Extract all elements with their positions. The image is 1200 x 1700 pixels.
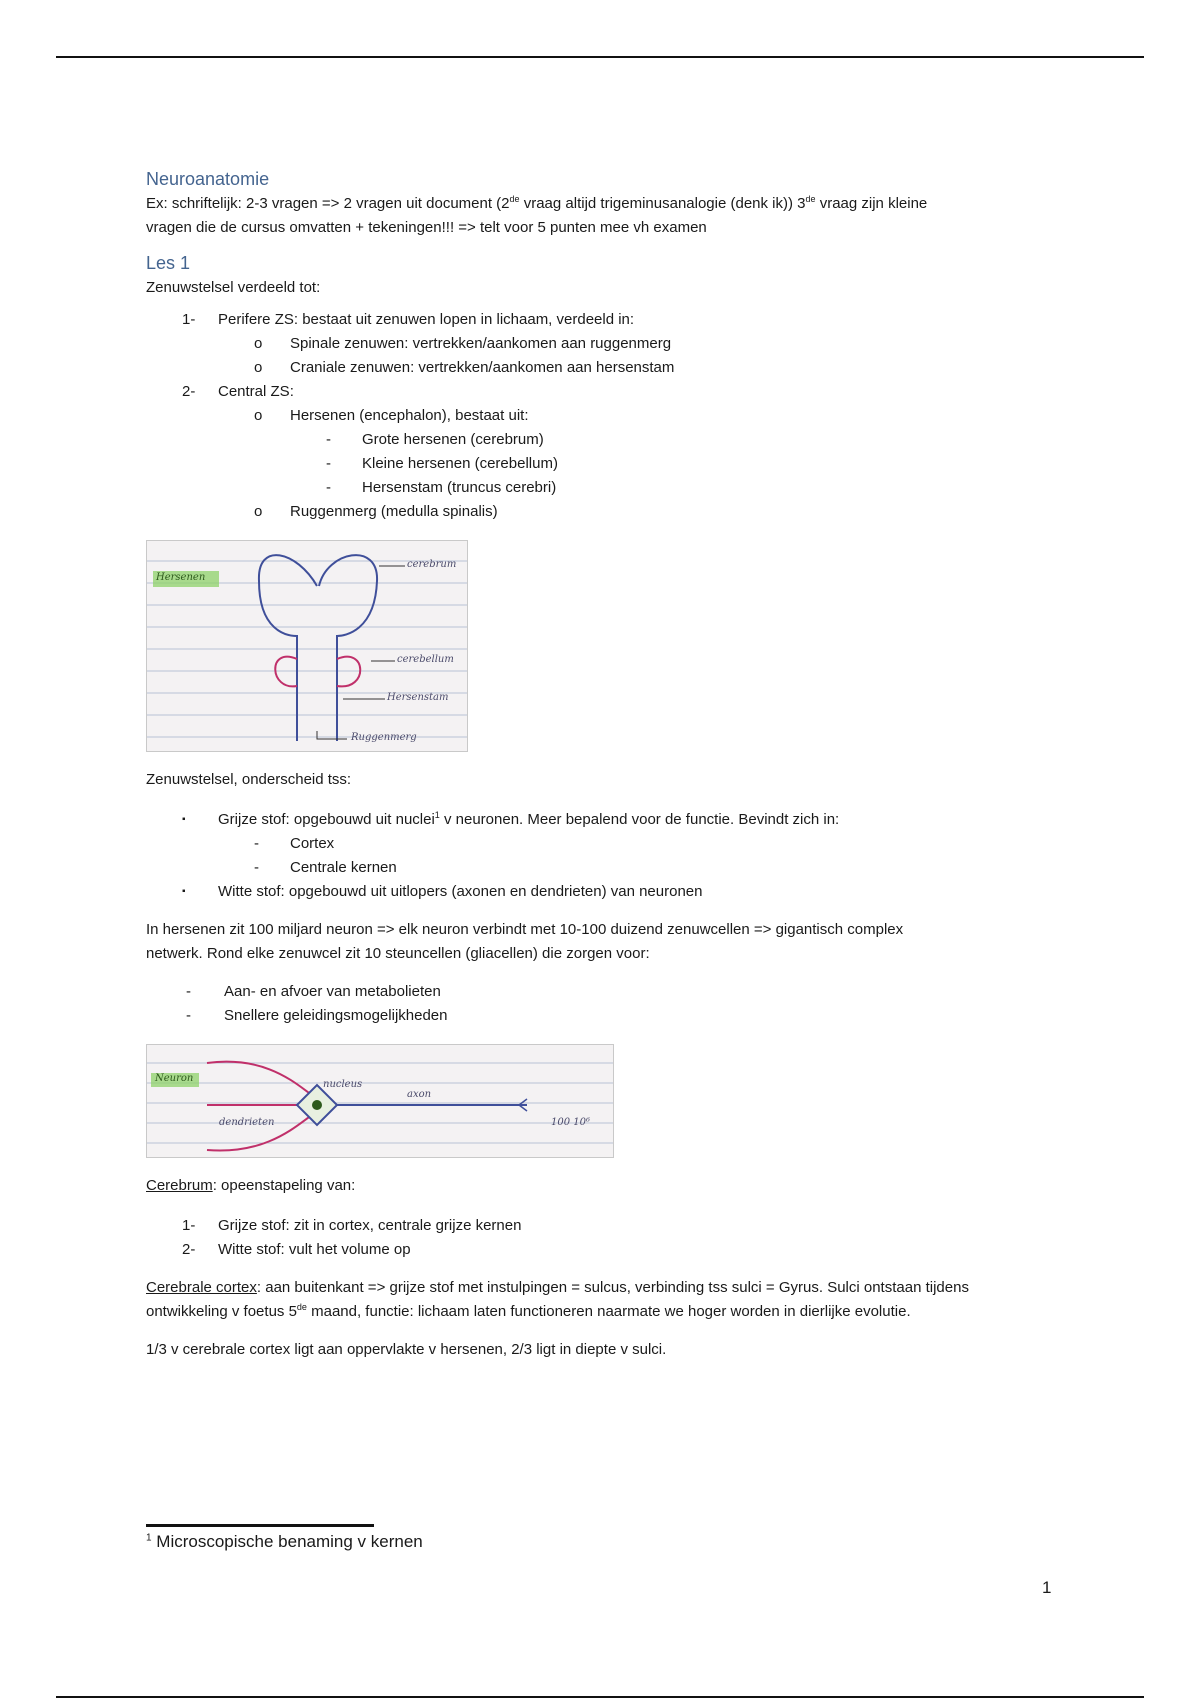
list-marker: - [254, 835, 259, 852]
section2-intro: Zenuwstelsel, onderscheid tss: [146, 771, 352, 788]
cortex-line2b: maand, functie: lichaam laten functioneren naarmate we hoger worden in dierlijke evolutie. [306, 1303, 911, 1320]
header-rule [56, 56, 1144, 58]
glia-list [146, 980, 1066, 1028]
list-marker: - [186, 983, 191, 1000]
cerebrum-rest: : opeenstapeling van: [212, 1177, 356, 1194]
list-item-text: Centrale kernen [290, 859, 397, 876]
list-item-text: Aan- en afvoer van metabolieten [224, 983, 441, 1000]
list-marker: 2- [182, 1241, 196, 1258]
list-item [146, 1004, 1066, 1028]
les1-subtitle: Zenuwstelsel verdeeld tot: [146, 279, 321, 296]
list-item [146, 380, 1066, 404]
list-item-text: Central ZS: [218, 383, 294, 400]
list-marker: 2- [182, 383, 196, 400]
label-cerebrum: cerebrum [407, 559, 457, 570]
label-cerebellum: cerebellum [397, 654, 454, 665]
footnote [146, 1530, 423, 1554]
grey-white-list [146, 808, 1066, 904]
list-item [146, 1214, 1066, 1238]
list-item-text: Craniale zenuwen: vertrekken/aankomen aan hersenstam [290, 359, 675, 376]
intro-sup-2: de [805, 194, 816, 204]
list-item [146, 428, 1066, 452]
list-marker: o [254, 503, 263, 520]
neuron-sketch-drawing [147, 1045, 613, 1157]
cortex-term: Cerebrale cortex [146, 1279, 257, 1296]
list-item-text: Grote hersenen (cerebrum) [362, 431, 544, 448]
label-ruggenmerg: Ruggenmerg [351, 732, 417, 743]
label-hersenstam: Hersenstam [387, 692, 449, 703]
list-item-text: Perifere ZS: bestaat uit zenuwen lopen in lichaam, verdeeld in: [218, 311, 635, 328]
neuron-paragraph-line2: netwerk. Rond elke zenuwcel zit 10 steuncellen (gliacellen) die zorgen voor: [146, 945, 650, 962]
footnote-separator [146, 1524, 374, 1527]
list-item-text: Cortex [290, 835, 335, 852]
footer-rule [56, 1696, 1144, 1698]
label-dendrieten: dendrieten [219, 1117, 275, 1128]
list-marker: o [254, 359, 263, 376]
bullet-marker: ▪ [182, 814, 186, 825]
list-item [146, 1238, 1066, 1262]
list-item [146, 880, 1066, 904]
footnote-ref: 1 [434, 810, 440, 820]
list-item-text: Grijze stof: zit in cortex, centrale grijze kernen [218, 1217, 522, 1234]
list-item-text: Witte stof: vult het volume op [218, 1241, 411, 1258]
list-item-text: Snellere geleidingsmogelijkheden [224, 1007, 448, 1024]
intro-text-3: vraag zijn kleine [815, 195, 928, 212]
list-item [146, 308, 1066, 332]
label-count: 100 10⁶ [551, 1117, 590, 1128]
cerebrum-list [146, 1214, 1066, 1262]
cortex-depth-paragraph: 1/3 v cerebrale cortex ligt aan oppervlakte v hersenen, 2/3 ligt in diepte v sulci. [146, 1341, 667, 1358]
intro-sup-1: de [509, 194, 520, 204]
cortex-sup: de [296, 1302, 307, 1312]
grijze-text-suffix: v neuronen. Meer bepalend voor de functie. Bevindt zich in: [439, 811, 840, 828]
list-item [146, 332, 1066, 356]
list-item [146, 856, 1066, 880]
label-nucleus: nucleus [323, 1079, 363, 1090]
figure-tag: Hersenen [156, 572, 206, 583]
list-marker: - [326, 479, 331, 496]
list-marker: o [254, 335, 263, 352]
list-marker: 1- [182, 311, 196, 328]
page-number: 1 [1042, 1578, 1052, 1597]
figure-tag: Neuron [155, 1073, 194, 1084]
list-item-text: Kleine hersenen (cerebellum) [362, 455, 558, 472]
list-marker: o [254, 407, 263, 424]
list-item-text: Hersenen (encephalon), bestaat uit: [290, 407, 529, 424]
footnote-text: Microscopische benaming v kernen [151, 1532, 423, 1551]
cortex-paragraph-line2 [146, 1300, 1066, 1324]
intro-text-2: vraag altijd trigeminusanalogie (denk ik)) 3 [519, 195, 806, 212]
neuron-paragraph: In hersenen zit 100 miljard neuron => elk neuron verbindt met 10-100 duizend zenuwcellen => gigantisch complex [146, 921, 904, 938]
document-body [146, 168, 1066, 1362]
intro-paragraph [146, 192, 1066, 216]
list-item [146, 980, 1066, 1004]
list-item [146, 832, 1066, 856]
list-marker: - [326, 431, 331, 448]
neuron-sketch-image [146, 1044, 614, 1158]
list-item [146, 476, 1066, 500]
label-axon: axon [407, 1089, 432, 1100]
cerebrum-paragraph [146, 1174, 1066, 1198]
list-item [146, 452, 1066, 476]
cerebrum-term: Cerebrum [146, 1177, 213, 1194]
page-title: Neuroanatomie [146, 169, 270, 189]
list-marker: - [186, 1007, 191, 1024]
witte-text: Witte stof: opgebouwd uit uitlopers (axonen en dendrieten) van neuronen [218, 883, 703, 900]
cortex-paragraph [146, 1276, 1066, 1300]
list-marker: - [254, 859, 259, 876]
list-marker: 1- [182, 1217, 196, 1234]
brain-sketch-image [146, 540, 468, 752]
list-item-text: Hersenstam (truncus cerebri) [362, 479, 557, 496]
list-marker: - [326, 455, 331, 472]
cortex-line2a: ontwikkeling v foetus 5 [146, 1303, 297, 1320]
bullet-marker: ▪ [182, 886, 186, 897]
footnote-number: 1 [146, 1532, 152, 1544]
intro-paragraph-line2: vragen die de cursus omvatten + tekeningen!!! => telt voor 5 punten mee vh examen [146, 219, 707, 236]
section-heading-les1: Les 1 [146, 253, 191, 273]
cortex-rest: : aan buitenkant => grijze stof met instulpingen = sulcus, verbinding tss sulci = Gyrus. Sulci ontstaan tijdens [256, 1279, 969, 1296]
intro-text-1: Ex: schriftelijk: 2-3 vragen => 2 vragen uit document (2 [146, 195, 510, 212]
list-item [146, 808, 1066, 832]
list-item-text: Spinale zenuwen: vertrekken/aankomen aan ruggenmerg [290, 335, 672, 352]
grijze-text: Grijze stof: opgebouwd uit nuclei [218, 811, 435, 828]
list-item [146, 356, 1066, 380]
list-item [146, 404, 1066, 428]
nervous-system-list [146, 308, 1066, 524]
list-item [146, 500, 1066, 524]
list-item-text: Ruggenmerg (medulla spinalis) [290, 503, 498, 520]
